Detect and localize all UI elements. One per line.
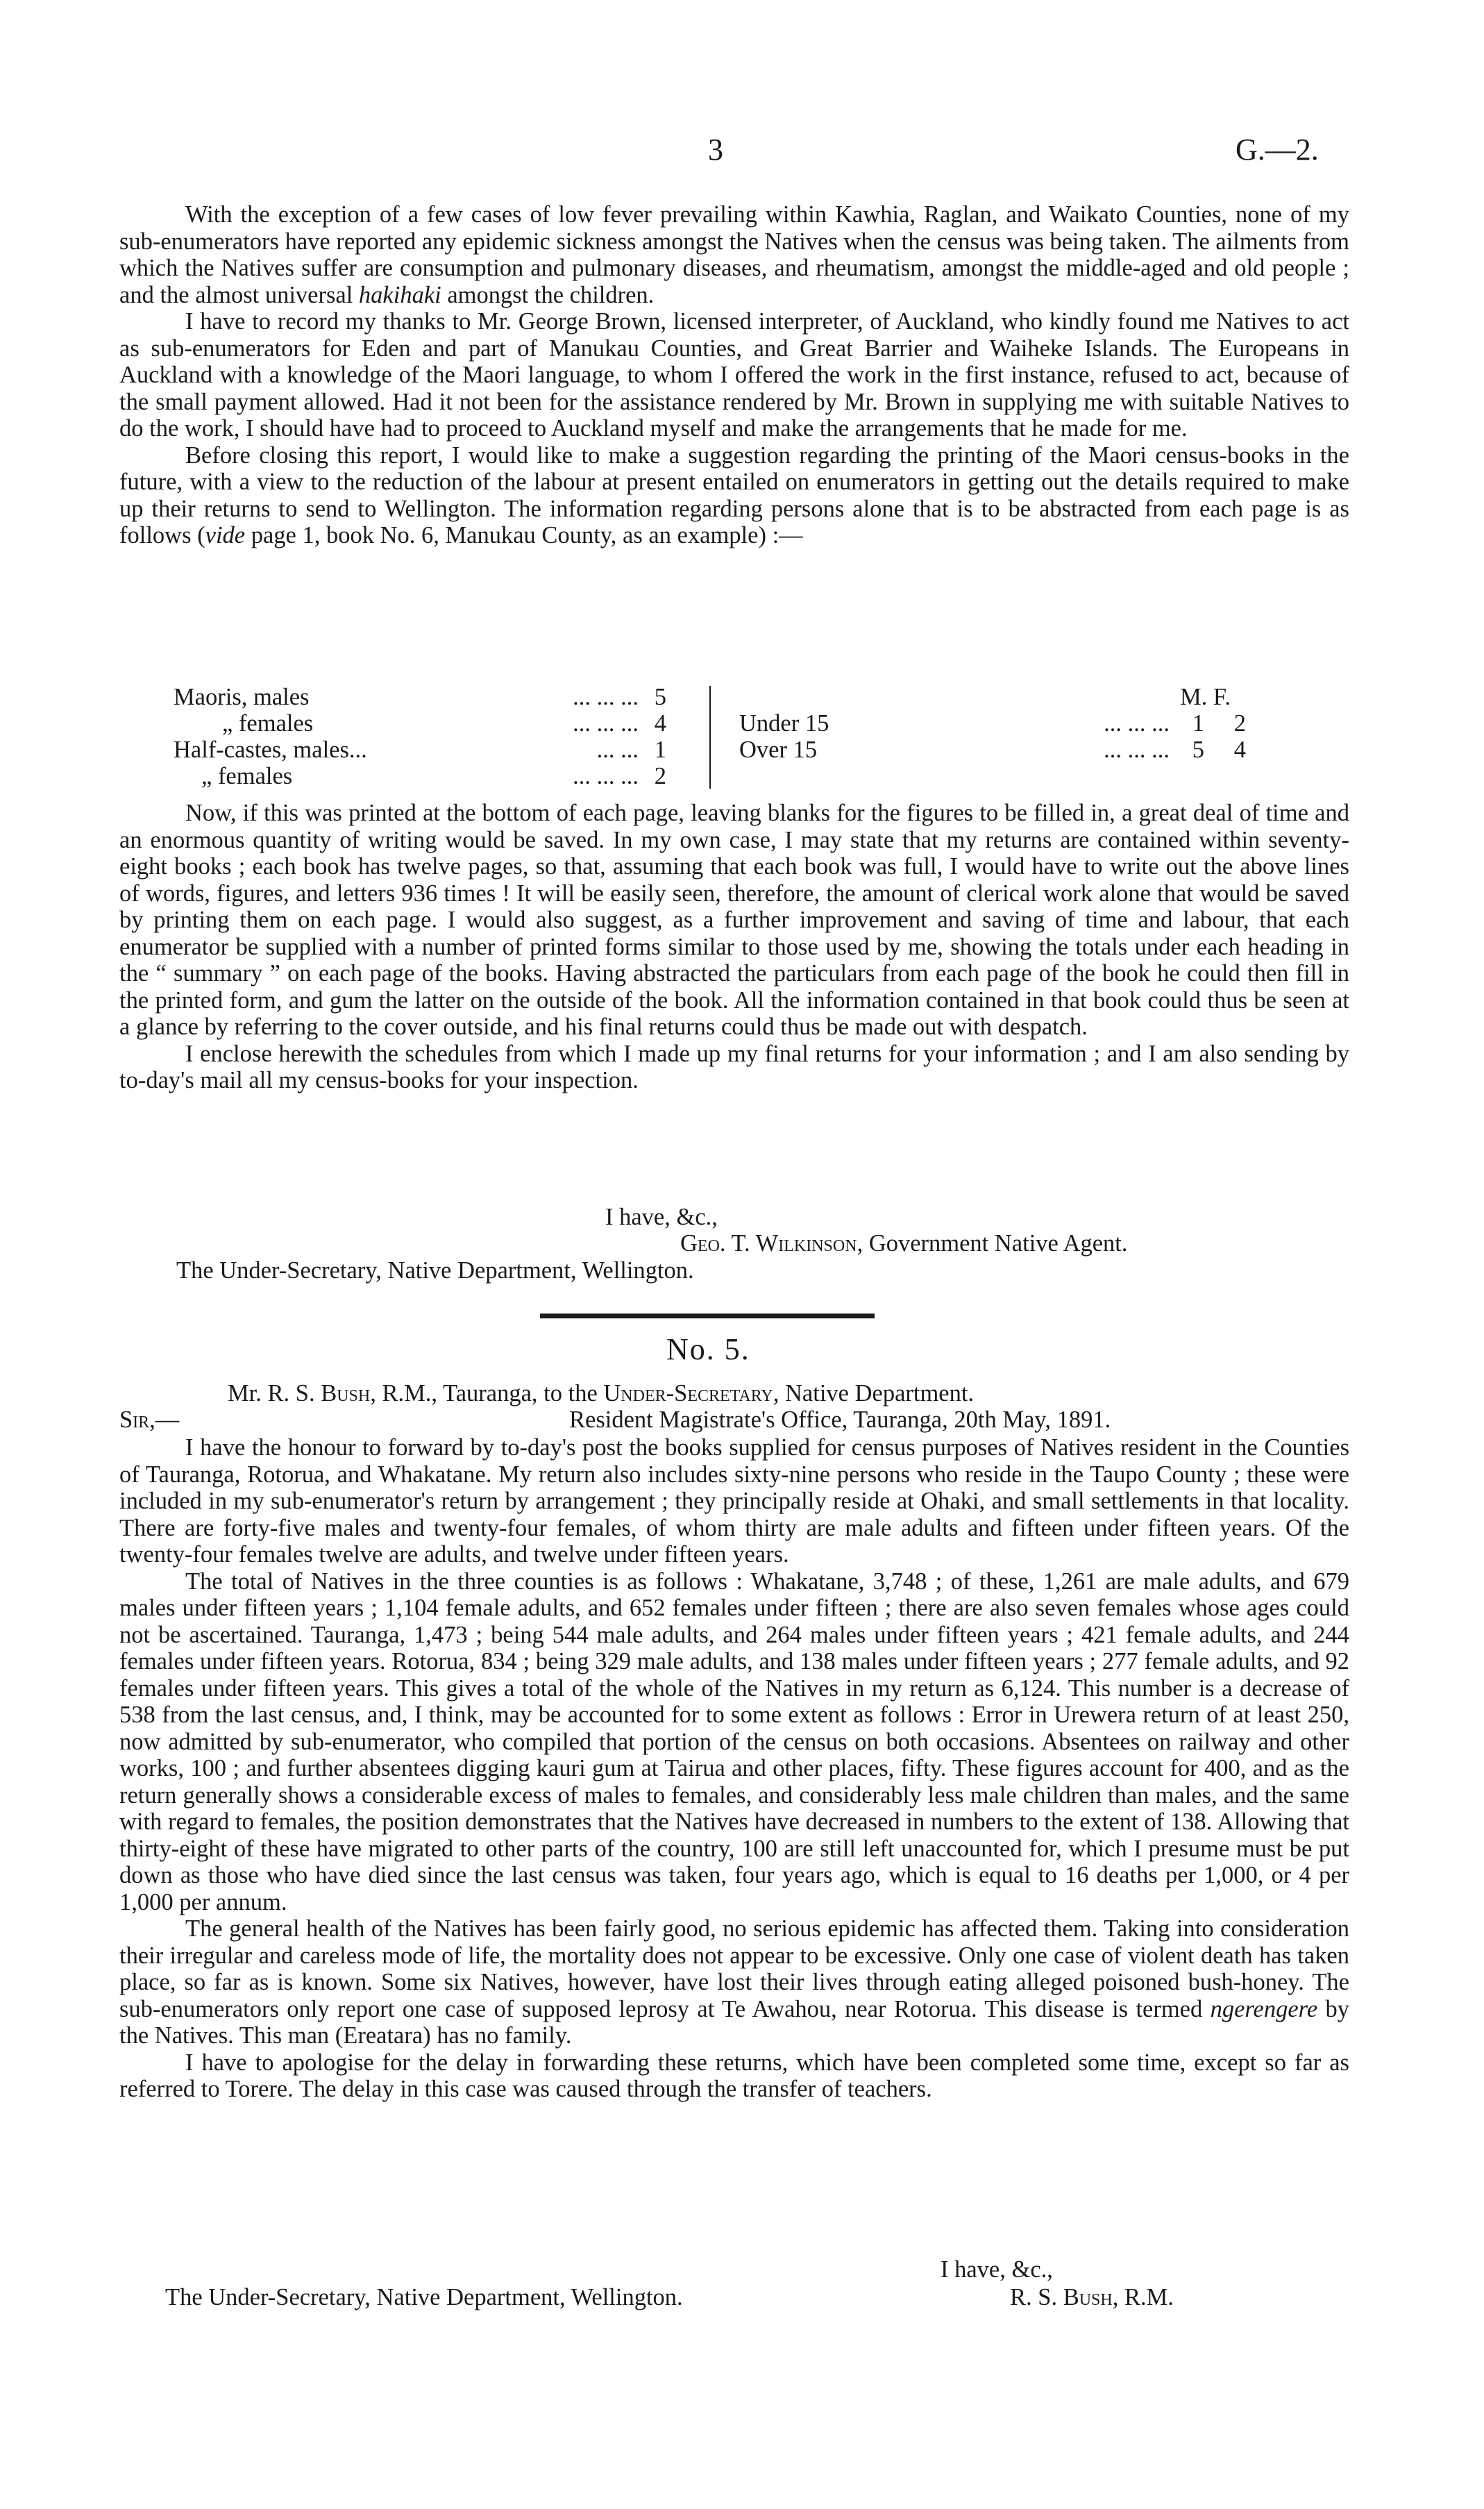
table-row: Maoris, males ... ... ... 5: [174, 684, 666, 710]
paragraph-suggestion: Before closing this report, I would like to make a suggestion regarding the printing of the Maori census-books in the future, with a view to the reduction of the labour at present entailed on enumerators in getting out the details required to make up their returns to send to Wellington. The information regarding persons alone that is to be abstracted from each page is as follows (vide page 1, book No. 6, Manukau County, as an example) :—: [119, 442, 1349, 548]
table-row: Under 15 ... ... ... 1 2: [739, 710, 1246, 737]
paragraph-epidemic: With the exception of a few cases of low fever prevailing within Kawhia, Raglan, and Waikato Counties, none of my sub-enumerators have reported any epidemic sickness amongst the Natives when the census was being taken. The ailments from which the Natives suffer are consumption and pulmonary diseases, and rheumatism, amongst the middle-aged and old people ; and the almost universal hakihaki amongst the children.: [119, 201, 1349, 308]
table-header-mf: M. F.: [1180, 684, 1231, 710]
addressee-2: The Under-Secretary, Native Department, Wellington.: [165, 2284, 683, 2310]
paragraph-apologise: I have to apologise for the delay in forwarding these returns, which have been completed some time, except so far as referred to Torere. The delay in this case was caused through the transfer of teachers.: [119, 2049, 1349, 2102]
signature-bush: R. S. Bush, R.M.: [1010, 2284, 1174, 2310]
census-summary-table: [174, 684, 1298, 788]
section-number: No. 5.: [666, 1332, 750, 1366]
addressee-1: The Under-Secretary, Native Department, Wellington.: [176, 1257, 694, 1284]
salutation: Sir,—: [119, 1407, 180, 1433]
report-body-part2: [119, 800, 1349, 1094]
closing-ihave-2: I have, &c.,: [941, 2256, 1053, 2283]
signature-wilkinson: Geo. T. Wilkinson, Government Native Agent.: [680, 1230, 1128, 1257]
document-reference: G.—2.: [1236, 133, 1319, 167]
paragraph-totals: The total of Natives in the three counties is as follows : Whakatane, 3,748 ; of these, 1,261 are male adults, and 679 males under fifteen years ; 1,104 female adults, and 652 females under fifteen ; there are also seven females whose ages could not be ascertained. Tauranga, 1,473 ; being 544 male adults, and 264 males under fifteen years ; 421 female adults, and 244 females under fifteen years. Rotorua, 834 ; being 329 male adults, and 138 males under fifteen years ; 277 female adults, and 92 females under fifteen years. This gives a total of the whole of the Natives in my return as 6,124. This number is a decrease of 538 from the last census, and, I think, may be accounted for to some extent as follows : Error in Urewera return of at least 250, now admitted by sub-enumerator, who compiled that portion of the census on both occasions. Absentees on railway and other works, 100 ; and further absentees digging kauri gum at Tairua and other places, fifty. These figures account for 400, and as the return generally shows a considerable excess of males to females, and considerably less male children than males, and the same with regard to females, the position demonstrates that the Natives have decreased in numbers to the extent of 138. Allowing that thirty-eight of these have migrated to other parts of the country, 100 are still left unaccounted for, which I presume must be put down as those who have died since the last census was taken, four years ago, which is equal to 16 deaths per 1,000, or 4 per 1,000 per annum.: [119, 1568, 1349, 1915]
paragraph-printing: Now, if this was printed at the bottom of each page, leaving blanks for the figures to be filled in, a great deal of time and an enormous quantity of writing would be saved. In my own case, I may state that my returns are contained within seventy-eight books ; each book has twelve pages, so that, assuming that each book was full, I would have to write out the above lines of words, figures, and letters 936 times ! It will be easily seen, therefore, the amount of clerical work alone that would be saved by printing them on each page. I would also suggest, as a further improvement and saving of time and labour, that each enumerator be supplied with a number of printed forms similar to those used by me, showing the totals under each heading in the “ summary ” on each page of the books. Having abstracted the particulars from each page of the book he could then fill in the printed form, and gum the latter on the outside of the book. All the information contained in that book could thus be seen at a glance by referring to the cover outside, and his final returns could thus be made out with despatch.: [119, 800, 1349, 1040]
paragraph-health: The general health of the Natives has been fairly good, no serious epidemic has affected them. Taking into consideration their irregular and careless mode of life, the mortality does not appear to be excessive. Only one case of violent death has taken place, so far as is known. Some six Natives, however, have lost their lives through eating alleged poisoned bush-honey. The sub-enumerators only report one case of supposed leprosy at Te Awahou, near Rotorua. This disease is termed ngerengere by the Natives. This man (Ereatara) has no family.: [119, 1915, 1349, 2049]
page-number: 3: [708, 133, 723, 167]
table-row: „ females ... ... ... 2: [201, 763, 666, 789]
letter-body: [119, 1434, 1349, 2103]
table-row: Half-castes, males... ... ... 1: [174, 737, 666, 763]
paragraph-thanks: I have to record my thanks to Mr. George Brown, licensed interpreter, of Auckland, who kindly found me Natives to act as sub-enumerators for Eden and part of Manukau Counties, and Great Barrier and Waiheke Islands. The Europeans in Auckland with a knowledge of the Maori language, to whom I offered the work in the first instance, refused to act, because of the small payment allowed. Had it not been for the assistance rendered by Mr. Brown in supplying me with suitable Natives to do the work, I should have had to proceed to Auckland myself and make the arrangements that he made for me.: [119, 308, 1349, 442]
table-row: „ females ... ... ... 4: [222, 710, 666, 737]
table-divider: [709, 686, 711, 789]
section-divider: [540, 1314, 875, 1318]
paragraph-forward: I have the honour to forward by to-day's post the books supplied for census purposes of Natives resident in the Counties of Tauranga, Rotorua, and Whakatane. My return also includes sixty-nine persons who reside in the Taupo County ; these were included in my sub-enumerator's return by arrangement ; they principally reside at Ohaki, and small settlements in that locality. There are forty-five males and twenty-four females, of whom thirty are male adults and fifteen under fifteen years. Of the twenty-four females twelve are adults, and twelve under fifteen years.: [119, 1434, 1349, 1568]
letter-heading: Mr. R. S. Bush, R.M., Tauranga, to the Under-Secretary, Native Department.: [228, 1380, 975, 1407]
closing-ihave: I have, &c.,: [605, 1204, 718, 1230]
table-row: Over 15 ... ... ... 5 4: [739, 737, 1246, 763]
dateline: Resident Magistrate's Office, Tauranga, 20th May, 1891.: [569, 1407, 1111, 1433]
paragraph-enclose: I enclose herewith the schedules from which I made up my final returns for your information ; and I am also sending by to-day's mail all my census-books for your inspection.: [119, 1040, 1349, 1093]
report-body-part1: [119, 201, 1349, 549]
